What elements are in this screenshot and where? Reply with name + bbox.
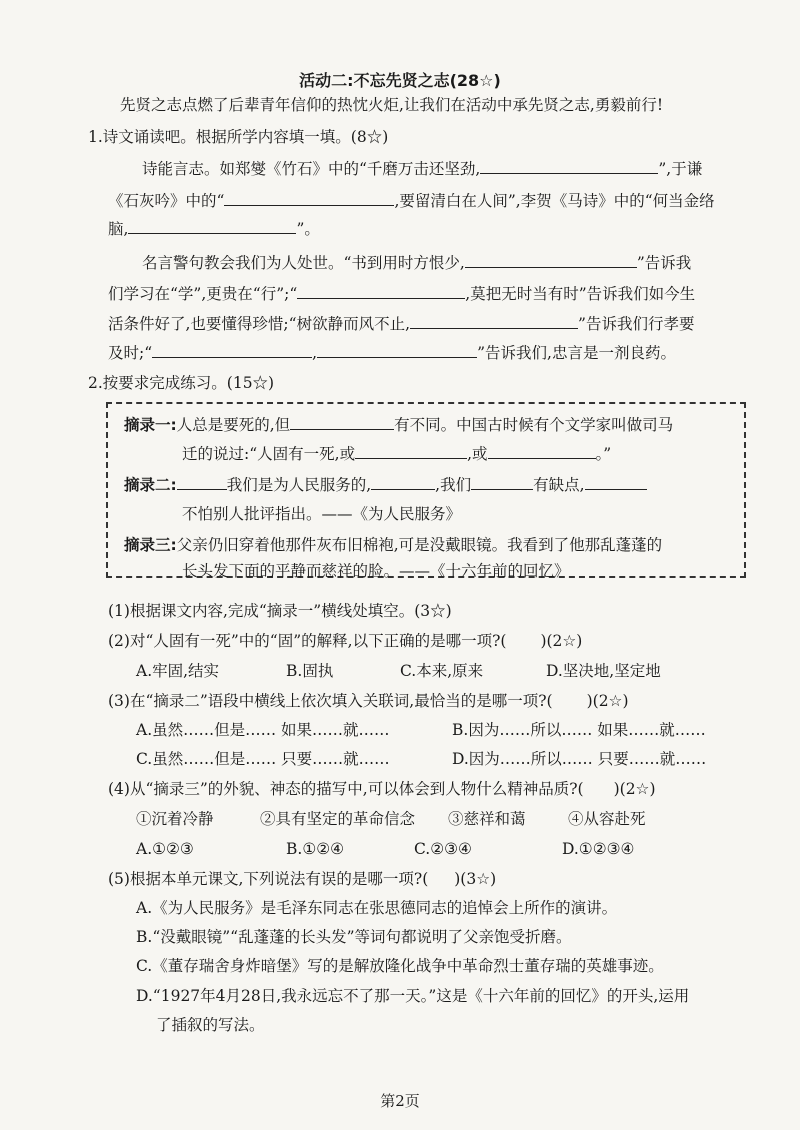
q1-stem: 1.诗文诵读吧。根据所学内容填一填。(8☆) bbox=[88, 128, 389, 146]
sub4-item-4: ④从容赴死 bbox=[568, 810, 646, 828]
sub2-option-d[interactable]: D.坚决地,坚定地 bbox=[546, 662, 661, 680]
sub4-item-3: ③慈祥和蔼 bbox=[448, 810, 526, 828]
excerpt-2-line1: 摘录二: 我们是为人民服务的, ,我们 有缺点, bbox=[124, 474, 647, 496]
page-number: 第2页 bbox=[380, 1092, 420, 1110]
q1-p2-line3: 活条件好了,也要懂得珍惜;“树欲静而风不止, ”告诉我们行孝要 bbox=[108, 315, 695, 333]
sub5-option-b[interactable]: B.“没戴眼镜”“乱蓬蓬的长头发”等词句都说明了父亲饱受折磨。 bbox=[136, 928, 572, 946]
answer-blank[interactable] bbox=[128, 218, 296, 234]
sub-question-1: (1)根据课文内容,完成“摘录一”横线处填空。(3☆) bbox=[108, 602, 452, 620]
sub-question-3-stem: (3)在“摘录二”语段中横线上依次填入关联词,最恰当的是哪一项?( )(2☆) bbox=[108, 692, 629, 710]
sub5-option-c[interactable]: C.《董存瑞舍身炸暗堡》写的是解放隆化战争中革命烈士董存瑞的英雄事迹。 bbox=[136, 957, 664, 975]
answer-blank[interactable] bbox=[224, 190, 394, 206]
q1-p1-line2: 《石灰吟》中的“ ,要留清白在人间”,李贺《马诗》中的“何当金络 bbox=[108, 192, 715, 210]
sub2-option-a[interactable]: A.牢固,结实 bbox=[136, 662, 220, 680]
page-title: 活动二:不忘先贤之志(28☆) bbox=[299, 71, 501, 90]
sub4-option-c[interactable]: C.②③④ bbox=[414, 840, 472, 858]
excerpt-1-line1: 摘录一:人总是要死的,但 有不同。中国古时候有个文学家叫做司马 bbox=[124, 416, 674, 434]
q1-p2-line1: 名言警句教会我们为人处世。“书到用时方恨少, ”告诉我 bbox=[142, 254, 692, 272]
excerpt-3-line2: 长头发下面的平静而慈祥的脸。——《十六年前的回忆》 bbox=[182, 562, 570, 580]
answer-blank[interactable] bbox=[471, 474, 533, 490]
q1-p1-line3: 脑, ”。 bbox=[108, 220, 320, 238]
answer-blank[interactable] bbox=[410, 313, 578, 329]
sub3-option-d[interactable]: D.因为……所以…… 只要……就…… bbox=[452, 750, 707, 768]
sub4-option-b[interactable]: B.①②④ bbox=[286, 840, 345, 858]
answer-blank[interactable] bbox=[297, 283, 465, 299]
sub4-item-2: ②具有坚定的革命信念 bbox=[260, 810, 416, 828]
excerpt-2-line2: 不怕别人批评指出。——《为人民服务》 bbox=[182, 505, 462, 523]
sub5-option-a[interactable]: A.《为人民服务》是毛泽东同志在张思德同志的追悼会上所作的演讲。 bbox=[136, 899, 618, 917]
sub5-option-d-cont: 了插叙的写法。 bbox=[156, 1016, 265, 1034]
answer-blank[interactable] bbox=[152, 342, 312, 358]
q1-p2-line2: 们学习在“学”,更贵在“行”;“ ,莫把无时当有时”告诉我们如今生 bbox=[108, 285, 696, 303]
q2-stem: 2.按要求完成练习。(15☆) bbox=[88, 374, 275, 392]
answer-blank[interactable] bbox=[465, 252, 637, 268]
sub2-option-b[interactable]: B.固执 bbox=[286, 662, 334, 680]
sub4-item-1: ①沉着冷静 bbox=[136, 810, 214, 828]
sub5-option-d[interactable]: D.“1927年4月28日,我永远忘不了那一天。”这是《十六年前的回忆》的开头,运用 bbox=[136, 987, 690, 1005]
sub-question-4-stem: (4)从“摘录三”的外貌、神态的描写中,可以体会到人物什么精神品质?( )(2☆) bbox=[108, 780, 656, 798]
sub3-option-b[interactable]: B.因为……所以…… 如果……就…… bbox=[452, 721, 706, 739]
sub-question-5-stem: (5)根据本单元课文,下列说法有误的是哪一项?( )(3☆) bbox=[108, 870, 497, 888]
sub4-option-a[interactable]: A.①②③ bbox=[136, 840, 194, 858]
intro-text: 先贤之志点燃了后辈青年信仰的热忱火炬,让我们在活动中承先贤之志,勇毅前行! bbox=[120, 96, 664, 114]
answer-blank[interactable] bbox=[371, 474, 435, 490]
answer-blank[interactable] bbox=[177, 474, 227, 490]
sub2-option-c[interactable]: C.本来,原来 bbox=[400, 662, 484, 680]
answer-blank[interactable] bbox=[480, 158, 658, 174]
answer-blank[interactable] bbox=[488, 443, 596, 459]
q1-p1-line1: 诗能言志。如郑燮《竹石》中的“千磨万击还坚劲, ”,于谦 bbox=[142, 160, 703, 178]
answer-blank[interactable] bbox=[317, 342, 477, 358]
answer-blank[interactable] bbox=[585, 474, 647, 490]
answer-blank[interactable] bbox=[355, 443, 467, 459]
sub4-option-d[interactable]: D.①②③④ bbox=[562, 840, 635, 858]
excerpt-1-line2: 迁的说过:“人固有一死,或 ,或 。” bbox=[182, 445, 612, 463]
q1-p2-line4: 及时;“ , ”告诉我们,忠言是一剂良药。 bbox=[108, 344, 676, 362]
sub3-option-a[interactable]: A.虽然……但是…… 如果……就…… bbox=[136, 721, 390, 739]
answer-blank[interactable] bbox=[290, 414, 394, 430]
sub3-option-c[interactable]: C.虽然……但是…… 只要……就…… bbox=[136, 750, 390, 768]
excerpt-3-line1: 摘录三:父亲仍旧穿着他那件灰布旧棉袍,可是没戴眼镜。我看到了他那乱蓬蓬的 bbox=[124, 536, 663, 554]
sub-question-2-stem: (2)对“人固有一死”中的“固”的解释,以下正确的是哪一项?( )(2☆) bbox=[108, 632, 583, 650]
